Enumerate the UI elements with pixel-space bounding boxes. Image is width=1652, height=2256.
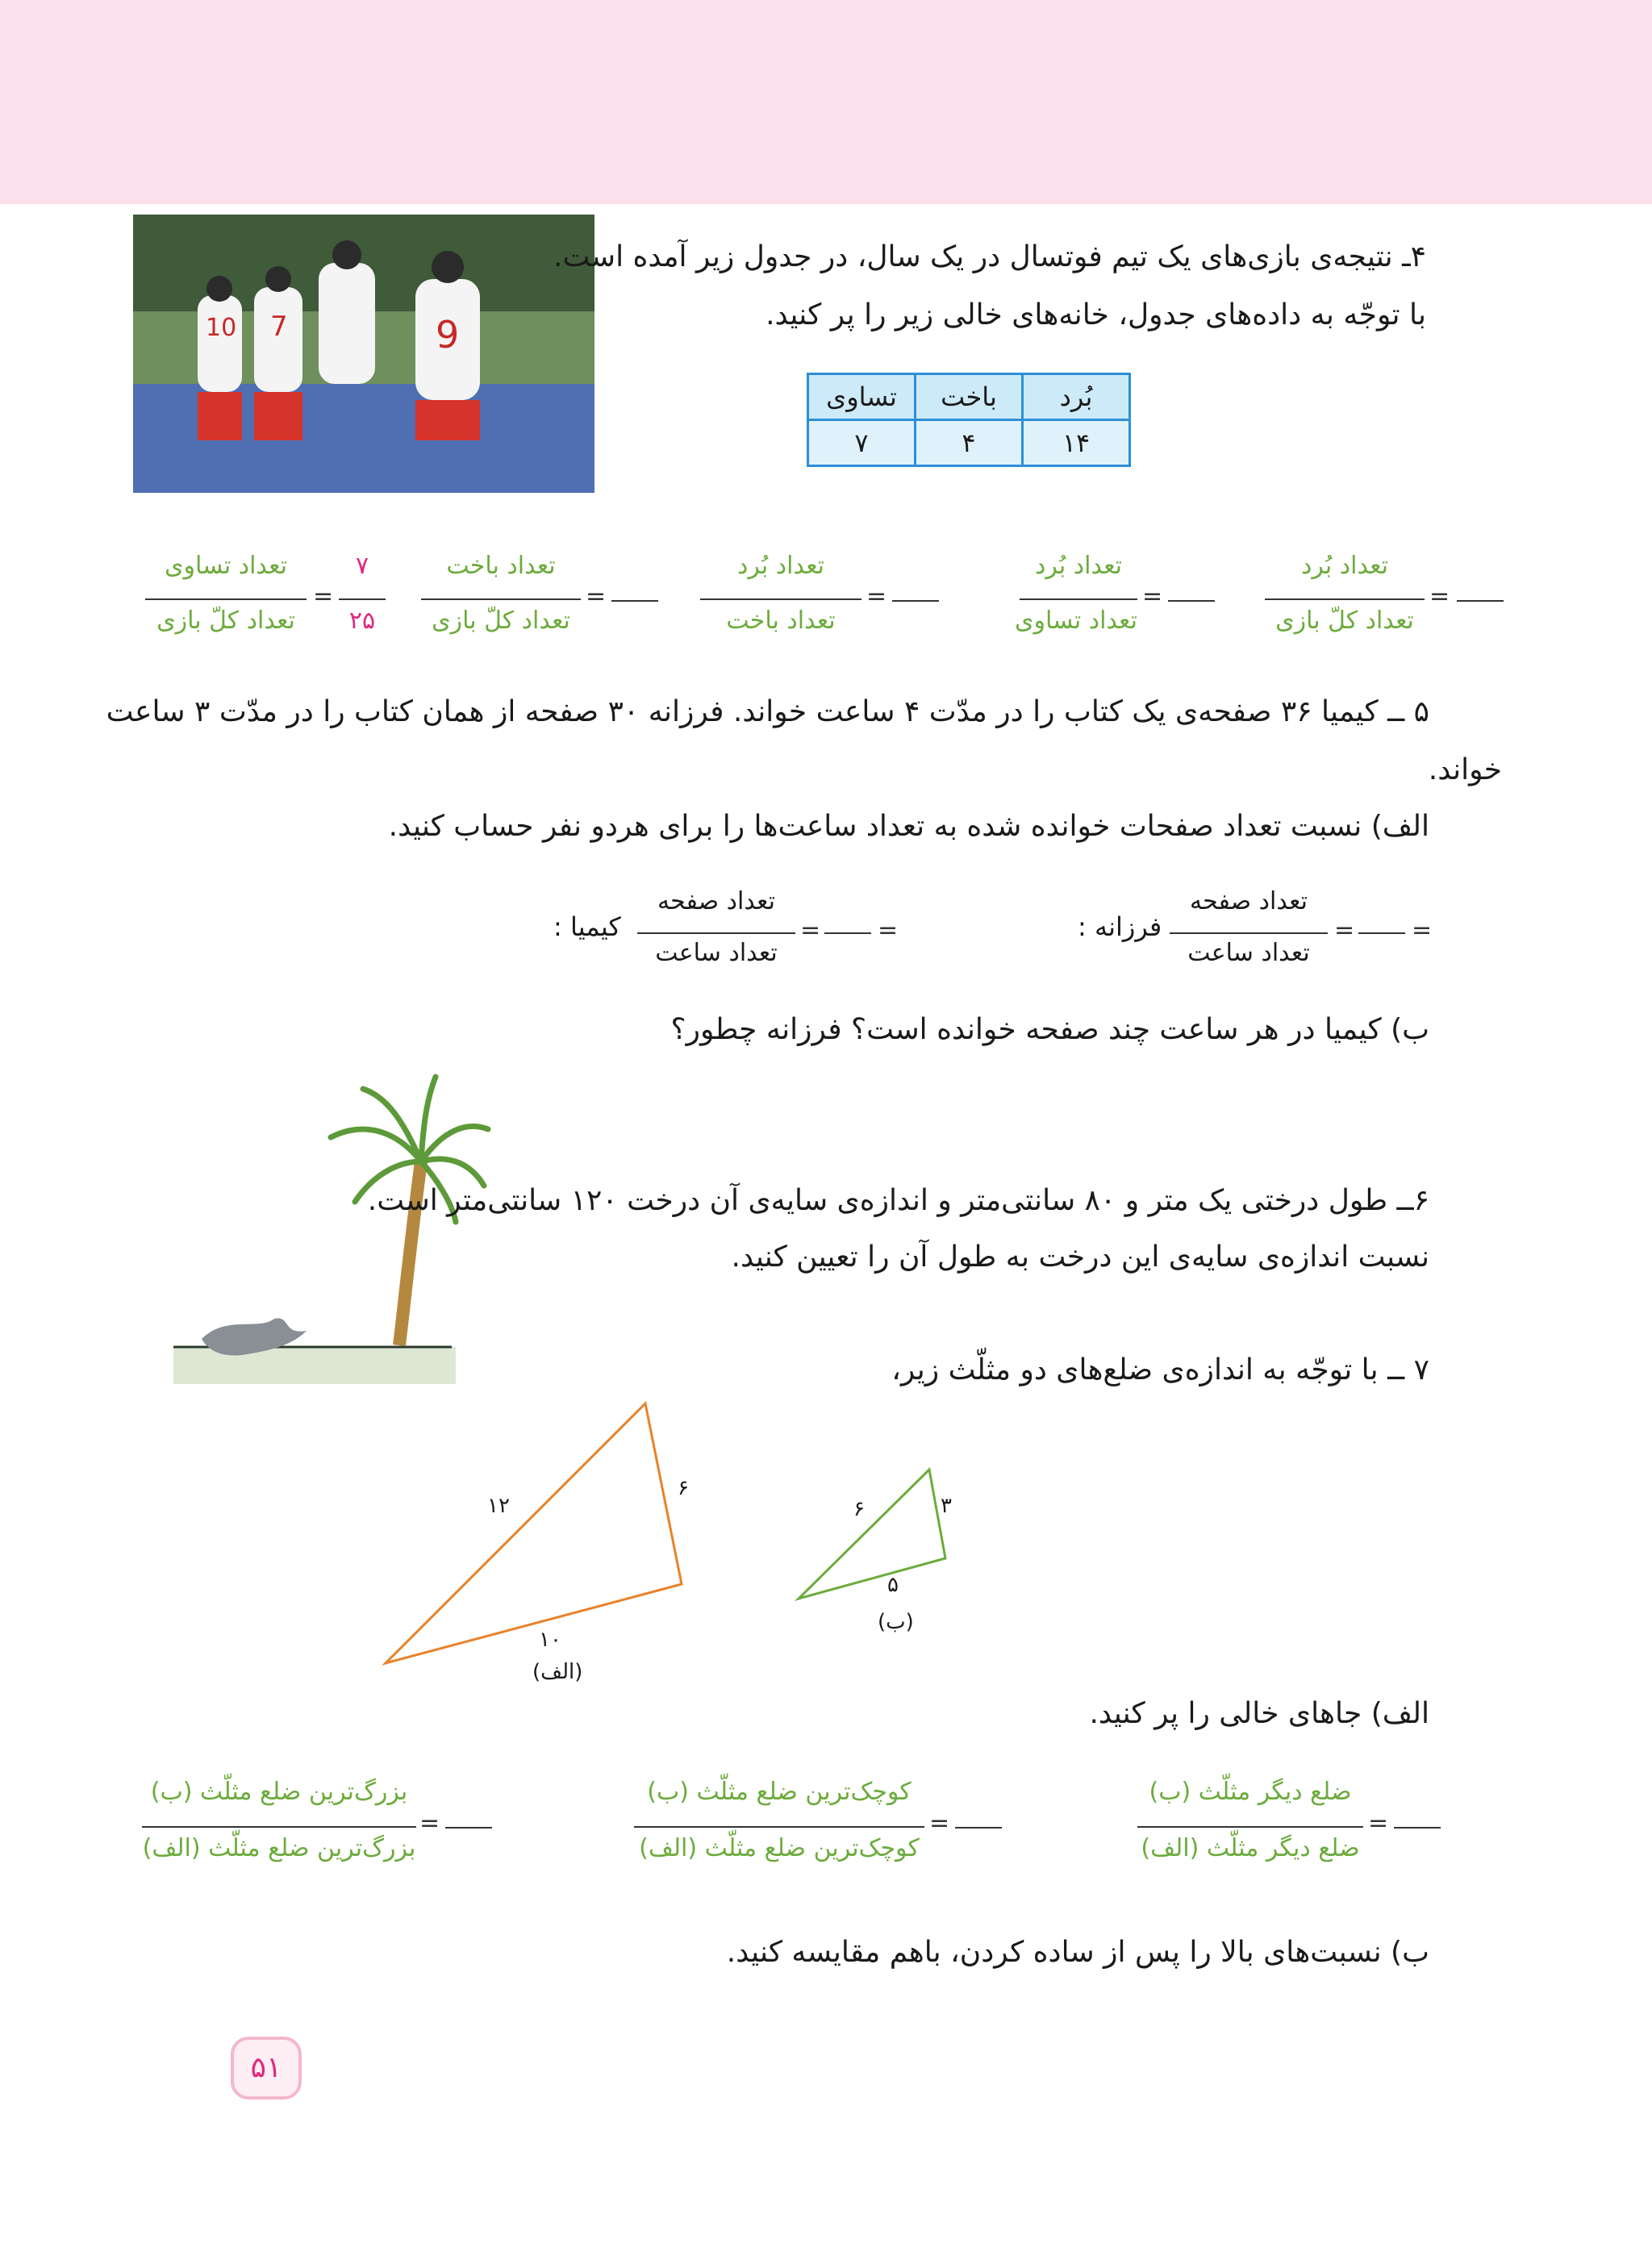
answer-blank[interactable]	[955, 1827, 1002, 1829]
triangle-b-side-3: ۳	[941, 1494, 952, 1518]
triangle-b-label: (ب)	[878, 1610, 914, 1634]
fraction-denominator: تعداد کلّ بازی	[156, 607, 295, 635]
palm-tree-illustration	[169, 1073, 492, 1387]
q7-part-a: الف) جاهای خالی را پر کنید.	[1089, 1697, 1429, 1730]
fraction-denominator: ۲۵	[348, 607, 376, 635]
fraction-bar	[637, 932, 795, 934]
equals-sign: =	[929, 1809, 950, 1837]
q6-text-line1: ۶ــ طول درختی یک متر و ۸۰ سانتی‌متر و اندازه‌ی سایه‌ی آن درخت ۱۲۰ سانتی‌متر است.	[367, 1184, 1429, 1217]
fraction-numerator: ضلع دیگر مثلّث (ب)	[1149, 1778, 1352, 1806]
equals-sign: =	[586, 582, 607, 611]
fraction-numerator: تعداد بُرد	[1034, 552, 1123, 580]
q5-farzaneh-fraction	[1170, 884, 1328, 981]
q4-fraction-wins-draws	[1014, 548, 1137, 645]
answer-blank[interactable]	[1394, 1827, 1441, 1829]
triangle-a-side-12: ۱۲	[487, 1494, 510, 1518]
q7-fraction-other-side	[1137, 1774, 1363, 1871]
fraction-numerator: کوچک‌ترین ضلع مثلّث (ب)	[647, 1778, 912, 1806]
fraction-denominator: کوچک‌ترین ضلع مثلّث (الف)	[639, 1834, 920, 1862]
q5-part-b: ب) کیمیا در هر ساعت چند صفحه خوانده است؟ فرزانه چطور؟	[670, 1013, 1429, 1046]
equals-sign: =	[866, 582, 887, 611]
fraction-bar	[1265, 598, 1425, 600]
q7-fraction-largest-side	[142, 1774, 416, 1871]
answer-blank[interactable]	[1457, 600, 1504, 602]
equals-sign: =	[1334, 916, 1355, 945]
q4-text-line2: با توجّه به داده‌های جدول، خانه‌های خالی زیر را پر کنید.	[766, 298, 1426, 332]
q7-fraction-smallest-side	[634, 1774, 924, 1871]
table-header-losses: باخت	[916, 374, 1023, 420]
svg-text:7: 7	[270, 311, 288, 343]
fraction-denominator: تعداد تساوی	[1014, 607, 1137, 635]
equals-sign: =	[1368, 1809, 1389, 1837]
page-number: ۵۱	[231, 2037, 302, 2100]
table-cell-draws: ۷	[808, 420, 916, 466]
q5-text-line2: خواند.	[1428, 753, 1502, 786]
triangle-b-side-5: ۵	[887, 1573, 899, 1597]
q4-text-line1: ۴ـ نتیجه‌ی بازی‌های یک تیم فوتسال در یک سال، در جدول زیر آمده است.	[553, 240, 1426, 273]
fraction-denominator: تعداد ساعت	[1187, 939, 1310, 967]
answer-blank[interactable]	[611, 600, 658, 602]
q4-given-fraction	[339, 548, 386, 645]
fraction-numerator: تعداد بُرد	[736, 552, 825, 580]
triangle-a-side-6: ۶	[678, 1476, 689, 1500]
fraction-numerator: تعداد باخت	[446, 552, 556, 580]
fraction-numerator: ۷	[355, 552, 369, 580]
fraction-numerator: تعداد صفحه	[657, 887, 775, 915]
q4-fraction-losses-total	[421, 548, 581, 645]
svg-text:10: 10	[206, 314, 237, 342]
fraction-bar	[700, 598, 861, 600]
fraction-bar	[1170, 932, 1328, 934]
fraction-numerator: تعداد بُرد	[1300, 552, 1389, 580]
equals-sign: =	[419, 1809, 440, 1837]
fraction-numerator: بزرگ‌ترین ضلع مثلّث (ب)	[150, 1778, 408, 1806]
triangle-b-side-6: ۶	[853, 1497, 865, 1521]
fraction-numerator: تعداد صفحه	[1190, 887, 1308, 915]
fraction-bar	[1020, 598, 1137, 600]
q7-part-b: ب) نسبت‌های بالا را پس از ساده کردن، باهم مقایسه کنید.	[726, 1936, 1429, 1969]
answer-blank[interactable]	[1168, 600, 1215, 602]
q5-text-line1: ۵ ــ کیمیا ۳۶ صفحه‌ی یک کتاب را در مدّت ۴ ساعت خواند. فرزانه ۳۰ صفحه از همان کتاب را در مدّت ۳ ساعت	[106, 695, 1429, 728]
q4-fraction-wins-losses	[700, 548, 861, 645]
fraction-denominator: ضلع دیگر مثلّث (الف)	[1141, 1834, 1360, 1862]
fraction-bar	[634, 1826, 924, 1828]
fraction-numerator: تعداد تساوی	[164, 552, 288, 580]
answer-blank[interactable]	[892, 600, 939, 602]
table-cell-wins: ۱۴	[1023, 420, 1130, 466]
equals-sign: =	[313, 582, 334, 611]
q5-farzaneh-label: فرزانه :	[1078, 911, 1162, 942]
fraction-denominator: بزرگ‌ترین ضلع مثلّث (الف)	[142, 1834, 416, 1862]
fraction-bar	[145, 598, 307, 600]
q5-part-a: الف) نسبت تعداد صفحات خوانده شده به تعداد ساعت‌ها را برای هردو نفر حساب کنید.	[388, 810, 1429, 843]
answer-blank[interactable]	[1358, 932, 1405, 934]
answer-blank[interactable]	[824, 932, 871, 934]
q4-fraction-wins-total	[1265, 548, 1425, 645]
q6-text-line2: نسبت اندازه‌ی سایه‌ی این درخت به طول آن را تعیین کنید.	[731, 1241, 1429, 1274]
q5-kimia-label: کیمیا :	[553, 911, 621, 942]
fraction-bar	[1137, 1826, 1363, 1828]
q4-results-table	[807, 373, 1131, 467]
q7-text-line1: ۷ ــ با توجّه به اندازه‌ی ضلع‌های دو مثلّث زیر،	[891, 1353, 1429, 1387]
fraction-bar	[339, 598, 386, 600]
table-header-wins: بُرد	[1023, 374, 1130, 420]
equals-sign: =	[878, 916, 899, 945]
table-header-draws: تساوی	[808, 374, 916, 420]
answer-blank[interactable]	[445, 1827, 492, 1829]
fraction-denominator: تعداد کلّ بازی	[1275, 607, 1414, 635]
equals-sign: =	[1412, 916, 1433, 945]
equals-sign: =	[1142, 582, 1163, 611]
q5-kimia-fraction	[637, 884, 795, 981]
futsal-team-photo	[133, 215, 594, 493]
svg-text:9: 9	[436, 313, 460, 357]
header-band	[0, 0, 1652, 204]
equals-sign: =	[800, 916, 821, 945]
table-cell-losses: ۴	[916, 420, 1023, 466]
fraction-bar	[421, 598, 581, 600]
fraction-denominator: تعداد کلّ بازی	[432, 607, 570, 635]
fraction-denominator: تعداد ساعت	[655, 939, 778, 967]
equals-sign: =	[1429, 582, 1450, 611]
q4-fraction-draws-total	[145, 548, 307, 645]
fraction-denominator: تعداد باخت	[726, 607, 836, 635]
triangle-a-side-10: ۱۰	[539, 1628, 561, 1652]
triangle-b	[791, 1460, 952, 1605]
triangle-a-label: (الف)	[532, 1660, 583, 1684]
fraction-bar	[142, 1826, 416, 1828]
